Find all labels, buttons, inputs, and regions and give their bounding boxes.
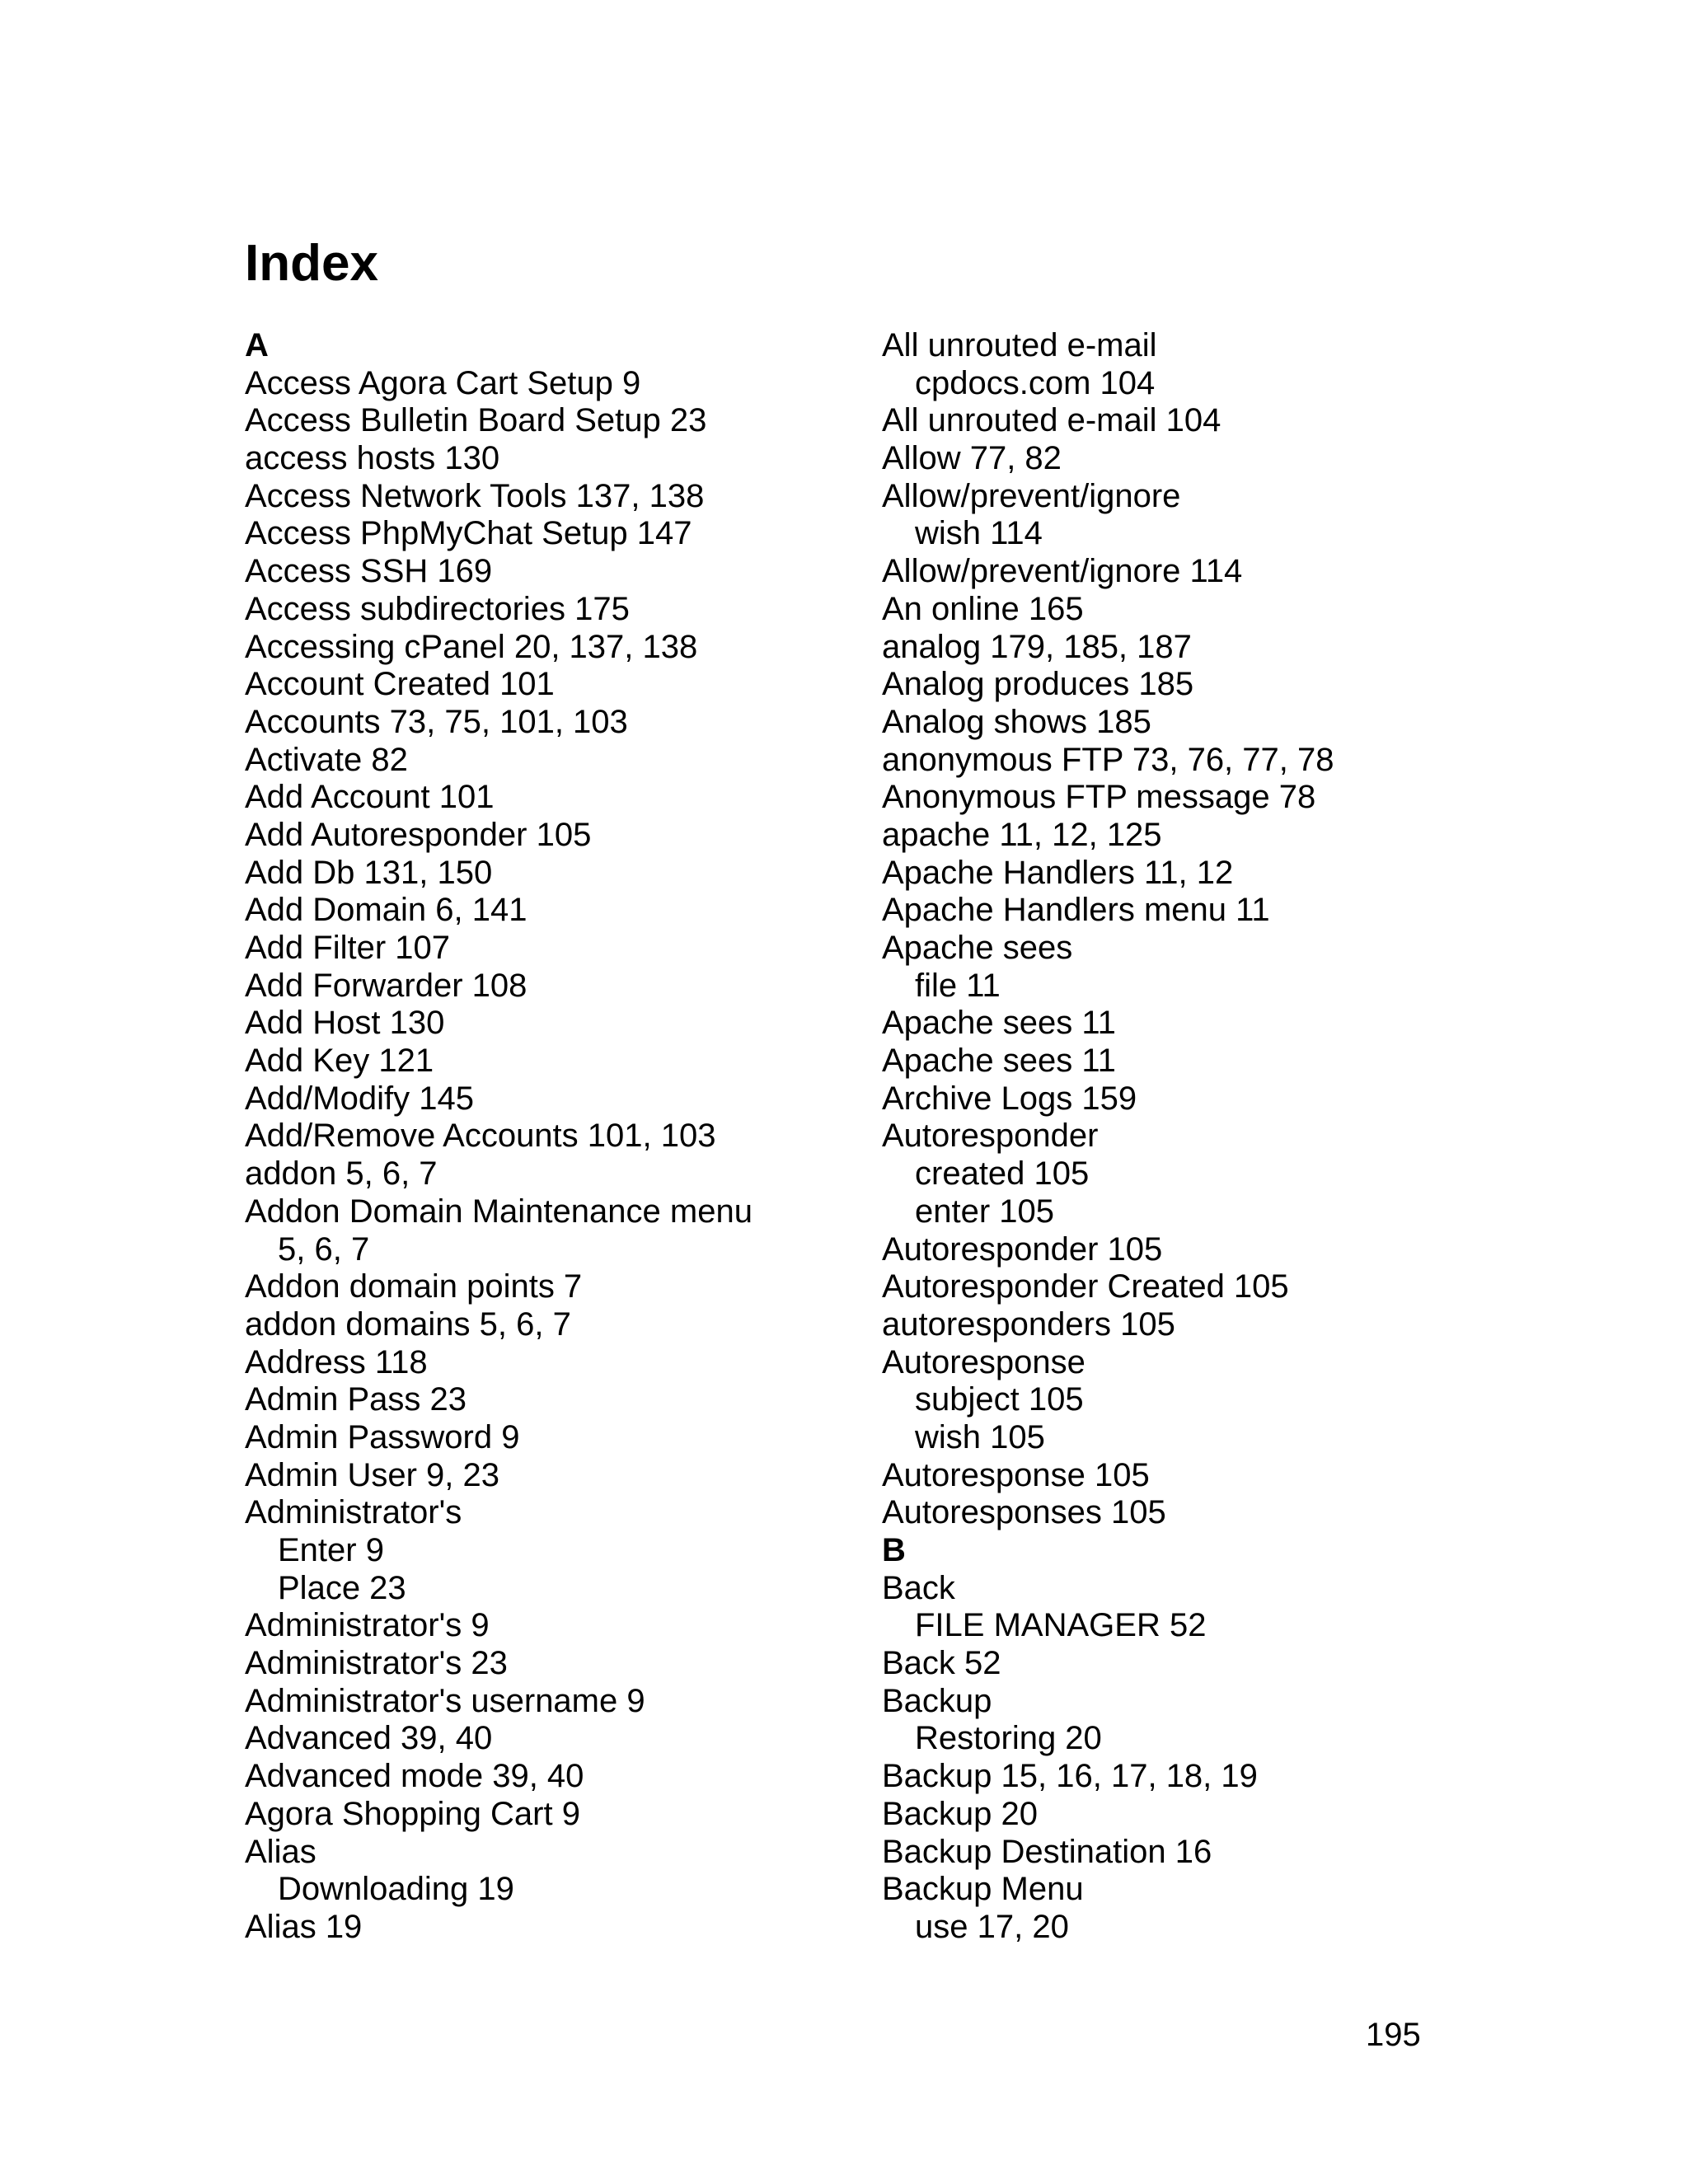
index-entry: Backup Menu bbox=[882, 1871, 1084, 1908]
index-subentry: enter 105 bbox=[915, 1193, 1055, 1230]
index-entry: Admin Pass 23 bbox=[245, 1381, 467, 1418]
index-entry: Accessing cPanel 20, 137, 138 bbox=[245, 628, 698, 665]
index-entry: Alias 19 bbox=[245, 1908, 363, 1945]
index-entry: anonymous FTP 73, 76, 77, 78 bbox=[882, 741, 1334, 778]
index-subentry: Restoring 20 bbox=[915, 1720, 1102, 1757]
index-entry: Allow/prevent/ignore bbox=[882, 477, 1181, 514]
index-entry: Access Network Tools 137, 138 bbox=[245, 477, 705, 514]
index-entry: addon 5, 6, 7 bbox=[245, 1155, 438, 1193]
index-entry: Add Key 121 bbox=[245, 1043, 434, 1080]
index-entry: Backup 15, 16, 17, 18, 19 bbox=[882, 1758, 1258, 1795]
index-entry: An online 165 bbox=[882, 590, 1084, 627]
index-entry: Backup bbox=[882, 1682, 992, 1719]
index-entry: Administrator's username 9 bbox=[245, 1682, 645, 1719]
index-entry: Add Forwarder 108 bbox=[245, 967, 528, 1004]
index-subentry: subject 105 bbox=[915, 1381, 1084, 1418]
index-entry: Access SSH 169 bbox=[245, 553, 493, 590]
index-entry: Apache sees bbox=[882, 930, 1073, 966]
index-entry: Autoresponse 105 bbox=[882, 1456, 1150, 1493]
page-title: Index bbox=[245, 235, 378, 292]
index-entry: Apache sees 11 bbox=[882, 1043, 1116, 1080]
index-subentry: 5, 6, 7 bbox=[278, 1230, 370, 1268]
index-entry: Advanced mode 39, 40 bbox=[245, 1758, 584, 1795]
index-subentry: FILE MANAGER 52 bbox=[915, 1607, 1207, 1644]
index-entry: Addon Domain Maintenance menu bbox=[245, 1193, 753, 1230]
index-entry: Add Account 101 bbox=[245, 779, 495, 816]
index-entry: Admin User 9, 23 bbox=[245, 1456, 500, 1493]
index-entry: All unrouted e-mail 104 bbox=[882, 402, 1221, 439]
index-entry: Add/Modify 145 bbox=[245, 1080, 474, 1117]
index-entry: apache 11, 12, 125 bbox=[882, 816, 1162, 853]
index-entry: Apache Handlers menu 11 bbox=[882, 892, 1270, 929]
index-subentry: Enter 9 bbox=[278, 1532, 384, 1568]
index-entry: Autoresponder Created 105 bbox=[882, 1268, 1289, 1305]
index-subentry: Place 23 bbox=[278, 1569, 406, 1606]
index-entry: Agora Shopping Cart 9 bbox=[245, 1795, 580, 1832]
index-letter-heading: B bbox=[882, 1532, 906, 1568]
index-entry: Analog produces 185 bbox=[882, 666, 1194, 703]
index-entry: Administrator's 23 bbox=[245, 1645, 508, 1682]
index-entry: Back bbox=[882, 1569, 955, 1606]
index-entry: Addon domain points 7 bbox=[245, 1268, 583, 1305]
index-entry: Autoresponses 105 bbox=[882, 1494, 1166, 1531]
index-entry: All unrouted e-mail bbox=[882, 327, 1157, 363]
index-column-right bbox=[882, 327, 1475, 1947]
index-entry: Autoresponse bbox=[882, 1343, 1085, 1380]
index-entry: Administrator's 9 bbox=[245, 1607, 490, 1644]
index-entry: Access subdirectories 175 bbox=[245, 590, 630, 627]
index-column-left bbox=[245, 327, 838, 1947]
index-entry: Allow/prevent/ignore 114 bbox=[882, 553, 1243, 590]
index-entry: Add Host 130 bbox=[245, 1005, 445, 1042]
index-entry: Alias bbox=[245, 1833, 316, 1870]
index-entry: Apache sees 11 bbox=[882, 1005, 1116, 1042]
index-entry: Address 118 bbox=[245, 1343, 428, 1380]
index-entry: Administrator's bbox=[245, 1494, 462, 1531]
index-entry: Archive Logs 159 bbox=[882, 1080, 1137, 1117]
index-entry: Account Created 101 bbox=[245, 666, 555, 703]
index-entry: autoresponders 105 bbox=[882, 1305, 1175, 1343]
index-entry: Advanced 39, 40 bbox=[245, 1720, 493, 1757]
index-entry: Autoresponder bbox=[882, 1118, 1099, 1155]
index-entry: Autoresponder 105 bbox=[882, 1230, 1163, 1268]
index-entry: Apache Handlers 11, 12 bbox=[882, 854, 1234, 891]
index-entry: Access Agora Cart Setup 9 bbox=[245, 364, 641, 401]
index-letter-heading: A bbox=[245, 327, 269, 363]
index-entry: analog 179, 185, 187 bbox=[882, 628, 1192, 665]
index-subentry: wish 105 bbox=[915, 1418, 1045, 1455]
index-entry: addon domains 5, 6, 7 bbox=[245, 1305, 571, 1343]
index-entry: Activate 82 bbox=[245, 741, 408, 778]
index-subentry: Downloading 19 bbox=[278, 1871, 514, 1908]
index-entry: Admin Password 9 bbox=[245, 1418, 520, 1455]
index-entry: Back 52 bbox=[882, 1645, 1001, 1682]
index-subentry: cpdocs.com 104 bbox=[915, 364, 1156, 401]
index-entry: Allow 77, 82 bbox=[882, 440, 1062, 477]
index-entry: Add/Remove Accounts 101, 103 bbox=[245, 1118, 716, 1155]
index-subentry: use 17, 20 bbox=[915, 1908, 1069, 1945]
index-entry: Backup 20 bbox=[882, 1795, 1039, 1832]
index-entry: Add Autoresponder 105 bbox=[245, 816, 592, 853]
index-entry: Anonymous FTP message 78 bbox=[882, 779, 1316, 816]
index-entry: Analog shows 185 bbox=[882, 703, 1151, 740]
index-subentry: created 105 bbox=[915, 1155, 1090, 1193]
index-subentry: wish 114 bbox=[915, 515, 1043, 552]
index-entry: Backup Destination 16 bbox=[882, 1833, 1212, 1870]
index-entry: Access Bulletin Board Setup 23 bbox=[245, 402, 707, 439]
index-entry: access hosts 130 bbox=[245, 440, 500, 477]
page-number: 195 bbox=[1366, 2017, 1421, 2053]
index-subentry: file 11 bbox=[915, 967, 1001, 1004]
index-entry: Add Domain 6, 141 bbox=[245, 892, 528, 929]
index-entry: Access PhpMyChat Setup 147 bbox=[245, 515, 692, 552]
index-entry: Add Db 131, 150 bbox=[245, 854, 493, 891]
index-entry: Add Filter 107 bbox=[245, 930, 451, 966]
index-entry: Accounts 73, 75, 101, 103 bbox=[245, 703, 628, 740]
